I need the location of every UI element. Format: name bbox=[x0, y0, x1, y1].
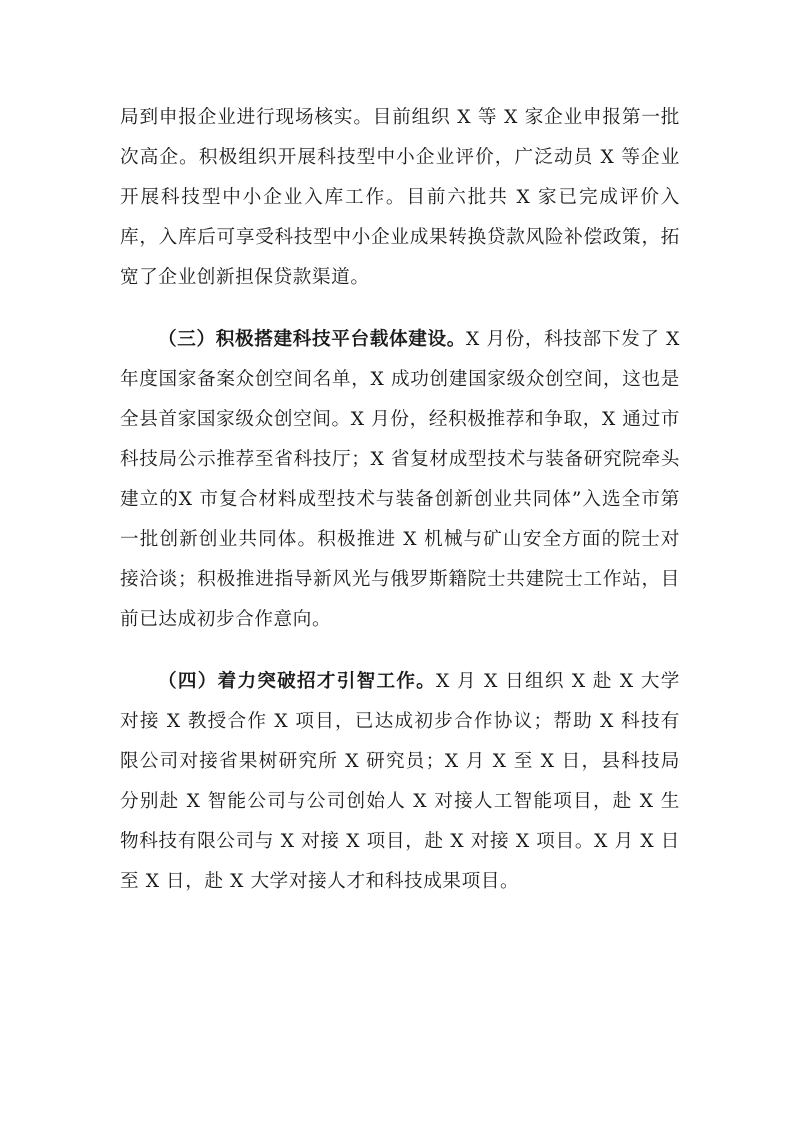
paragraph-continuation bbox=[120, 98, 680, 298]
paragraph-text: X 月 X 日组织 X 赴 X 大学对接 X 教授合作 X 项目，已达成初步合作协议；帮助 X 科技有限公司对接省果树研究所 X 研究员；X 月 X 至 X 日，县科技局分别赴 X 智能公司与公司创始人 X 对接人工智能项目，赴 X 生物科技有限公司与 X 对接 X 项目，赴 X 对接 X 项目。X 月 X 日至 X 日，赴 X 大学对接人才和科技成果项目。 bbox=[120, 671, 680, 892]
paragraph-text: 局到申报企业进行现场核实。目前组织 X 等 X 家企业申报第一批次高企。积极组织开展科技型中小企业评价，广泛动员 X 等企业开展科技型中小企业入库工作。目前六批共 X 家已完成评价入库，入库后可享受科技型中小企业成果转换贷款风险补偿政策，拓宽了企业创新担保贷款渠道。 bbox=[120, 107, 680, 288]
paragraph-section-3 bbox=[120, 320, 680, 640]
section-heading: （四）着力突破招才引智工作。 bbox=[158, 671, 437, 692]
section-heading: （三）积极搭建科技平台载体建设。 bbox=[158, 329, 466, 350]
paragraph-text: X 月份，科技部下发了 X 年度国家备案众创空间名单，X 成功创建国家级众创空间，这也是全县首家国家级众创空间。X 月份，经积极推荐和争取，X 通过市科技局公示推荐至省科技厅；X 省复材成型技术与装备研究院牵头建立的X 市复合材料成型技术与装备创新创业共同体”入选全市第一批创新创业共同体。积极推进 X 机械与矿山安全方面的院士对接洽谈；积极推进指导新风光与俄罗斯籍院士共建院士工作站，目前已达成初步合作意向。 bbox=[120, 329, 680, 630]
document-page bbox=[120, 98, 680, 902]
paragraph-section-4 bbox=[120, 662, 680, 902]
